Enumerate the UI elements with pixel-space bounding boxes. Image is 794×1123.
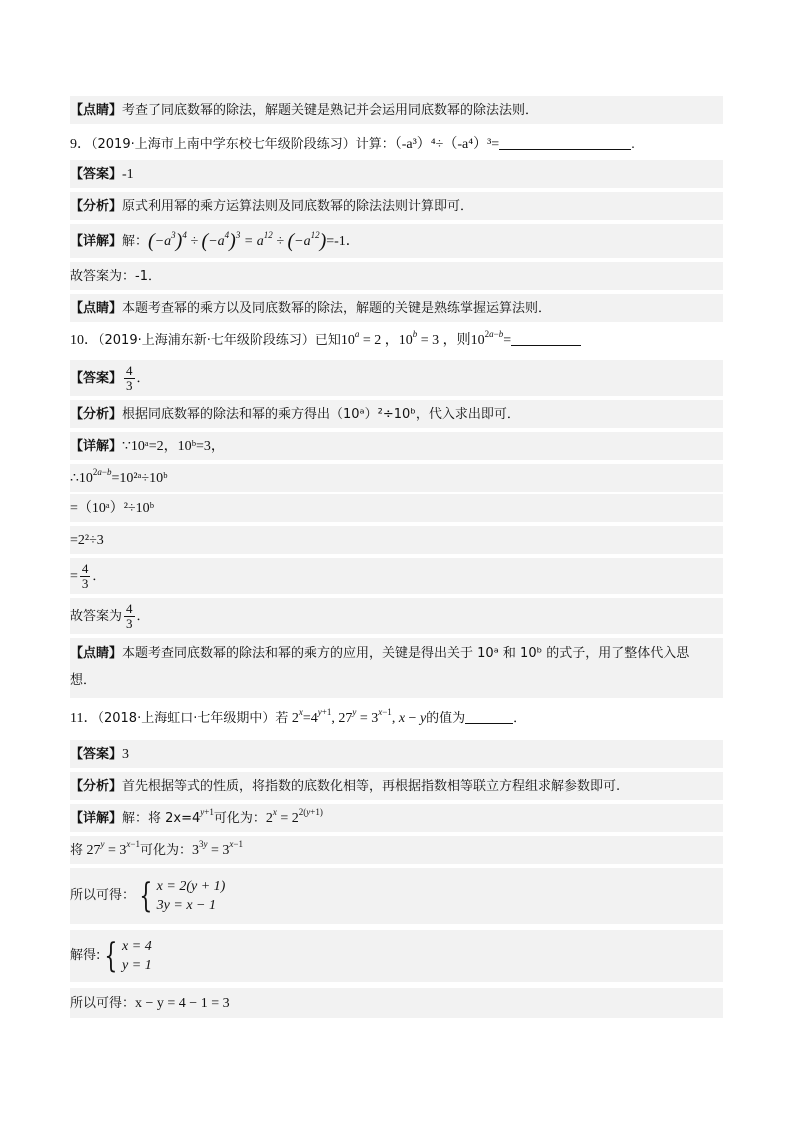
question-source: （2018·上海虹口·七年级期中）若: [97, 711, 289, 726]
detail-formula: $2^x = 2^{2(y+1)}$: [265, 807, 323, 826]
detail-tag: 【详解】: [70, 234, 123, 249]
detail-formula: $3^{3y} = 3^{x-1}$: [192, 839, 243, 858]
detail-tag: 【详解】: [70, 811, 123, 826]
analysis-text: 首先根据等式的性质，将指数的底数化相等，再根据指数相等联立方程组求解参数即可.: [122, 779, 621, 794]
final-expression: x − y = 4 − 1 = 3: [135, 996, 230, 1011]
detail-step: =（10ᵃ）²÷10ᵇ: [70, 501, 154, 516]
q9-result: [70, 262, 723, 290]
answer-blank: [511, 331, 581, 346]
dianjing-tag: 【点睛】: [70, 301, 123, 316]
final-label: 所以可得：: [70, 996, 136, 1011]
solution-system: { x = 4 y = 1: [104, 936, 152, 976]
answer-value: -1: [122, 167, 134, 182]
analysis-tag: 【分析】: [70, 407, 123, 422]
answer-tag: 【答案】: [70, 167, 123, 182]
question-expression: $10^a = 2$ ，$10^b = 3$ ，则$10^{2a-b}=$: [340, 329, 512, 348]
analysis-text: 根据同底数幂的除法和幂的乘方得出（10ᵃ）²÷10ᵇ，代入求出即可．: [122, 407, 520, 422]
q11-detail-2: 将 $27^y = 3^{x-1}$可化为：$3^{3y} = 3^{x-1}$: [70, 836, 723, 864]
analysis-tag: 【分析】: [70, 779, 123, 794]
dianjing-text: 本题考查同底数幂的除法和幂的乘方的应用，关键是得出关于 10ᵃ 和 10ᵇ 的式子，用了整体代入思: [122, 646, 690, 661]
analysis-tag: 【分析】: [70, 199, 123, 214]
answer-value: 3: [122, 747, 130, 762]
answer-blank: [465, 709, 513, 724]
solve-label: 解得:: [70, 948, 101, 963]
q10-detail-step5: = $\frac{4}{3}$ ．: [70, 558, 723, 594]
q10-answer: 【答案】 $\frac{4}{3}$ ．: [70, 360, 723, 396]
dianjing-text: 考查了同底数幂的除法，解题关键是熟记并会运用同底数幂的除法法则．: [122, 103, 539, 118]
equation-system: { x = 2(y + 1) 3y = x − 1: [139, 876, 226, 916]
q10-detail-step2: $\therefore 10^{2a-b}=10^2ᵃ\div 10ᵇ$: [70, 464, 723, 492]
detail-tag: 【详解】: [70, 439, 123, 454]
detail-step: ∵10ᵃ=2，10ᵇ=3，: [122, 439, 225, 454]
step-fraction: $\frac{4}{3}$: [81, 561, 89, 591]
result-text: 故答案为: [70, 609, 123, 624]
question-expression: $2^x=4^{y+1}$, $27^y = 3^{x-1}$, x − y: [288, 707, 427, 726]
question-source: （2019·上海市上南中学东校七年级阶段练习）计算：: [91, 137, 395, 152]
dianjing-text-cont: 想．: [70, 673, 97, 688]
q11-question: 11．（2018·上海虹口·七年级期中）若 $2^x=4^{y+1}$, $27^y = 3^{x-1}$, x − y的值为 ．: [70, 707, 527, 726]
result-text: 故答案为：-1．: [70, 269, 161, 284]
q9-question: 9．（2019·上海市上南中学东校七年级阶段练习）计算：（-a³）⁴÷（-a⁴）³= .: [70, 137, 635, 152]
detail-step: =10²ᵃ÷10ᵇ: [111, 471, 168, 486]
dianjing-tag: 【点睛】: [70, 103, 123, 118]
q11-detail-1: 【详解】解：将 $2x=4^{y+1}$可化为：$2^x = 2^{2(y+1)}$: [70, 804, 723, 832]
answer-tag: 【答案】: [70, 747, 123, 762]
q9-detail: [70, 224, 723, 258]
detail-prefix: 解：: [122, 234, 149, 249]
q9-answer: [70, 160, 723, 188]
answer-fraction: $\frac{4}{3}$: [126, 363, 133, 393]
dianjing-text: 本题考查幂的乘方以及同底数幂的除法，解题的关键是熟练掌握运算法则．: [122, 301, 552, 316]
answer-tag: 【答案】: [70, 371, 123, 386]
question-number: 10．: [70, 333, 98, 348]
question-number: 11．: [70, 711, 98, 726]
detail-step: =2²÷3: [70, 533, 104, 548]
q11-analysis: [70, 772, 723, 800]
q10-detail-step1: [70, 432, 723, 460]
detail-formula: $10^{2a-b}$: [78, 467, 112, 486]
q11-system: [70, 868, 723, 924]
dianjing-tag: 【点睛】: [70, 646, 123, 661]
q11-answer: [70, 740, 723, 768]
answer-blank: [499, 135, 631, 150]
q10-detail-step3: [70, 494, 723, 522]
q10-result: 故答案为 $\frac{4}{3}$ ．: [70, 598, 723, 634]
q11-solve: [70, 930, 723, 982]
q9-dianjing: [70, 294, 723, 322]
analysis-text: 原式利用幂的乘方运算法则及同底数幂的除法法则计算即可．: [122, 199, 474, 214]
q10-dianjing: [70, 638, 723, 698]
q9-analysis: [70, 192, 723, 220]
q10-question: [70, 328, 723, 352]
detail-formula: $(-a^3)^4 \div (-a^4)^3 = a^{12} \div (-a^{12})$: [148, 230, 327, 252]
q11-final: [70, 988, 723, 1018]
q8-dianjing: [70, 96, 723, 124]
detail-result: =-1．: [326, 234, 360, 249]
result-fraction: $\frac{4}{3}$: [126, 601, 133, 631]
question-number: 9．: [70, 137, 91, 152]
q10-analysis: [70, 400, 723, 428]
system-label: 所以可得：: [70, 888, 136, 903]
question-expression: （-a³）⁴÷（-a⁴）³=: [394, 137, 500, 152]
q10-detail-step4: [70, 526, 723, 554]
question-source: （2019·上海浦东新·七年级阶段练习）已知: [98, 333, 341, 348]
